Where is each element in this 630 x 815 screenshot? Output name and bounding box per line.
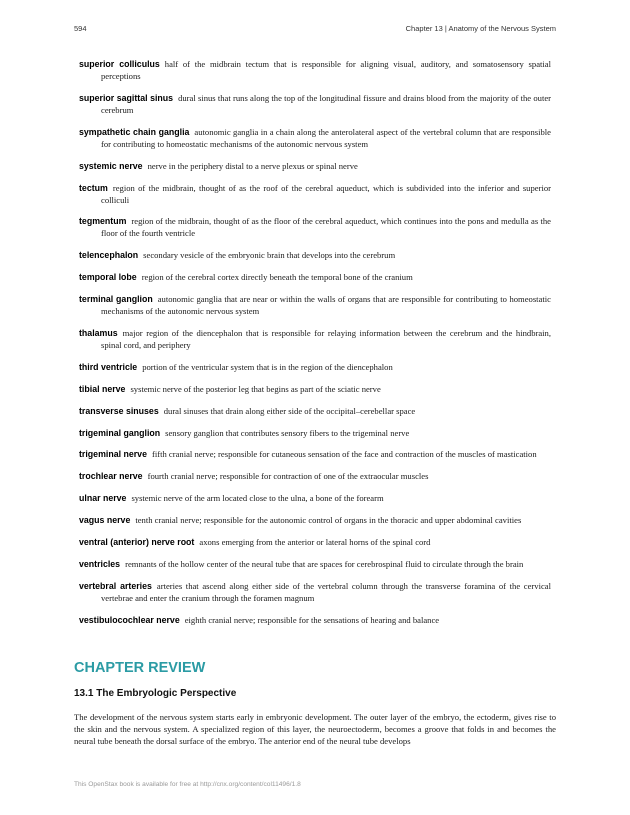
glossary-definition: dural sinuses that drain along either side of the occipital–cerebellar space [163,405,416,416]
glossary-term: trigeminal nerve [79,449,147,460]
glossary-entry [79,249,551,261]
glossary-entry [79,558,551,570]
chapter-title: Chapter 13 | Anatomy of the Nervous System [405,24,556,33]
glossary-entry [79,327,551,351]
glossary-entry [79,448,551,460]
glossary-entry [79,580,551,604]
glossary-definition: portion of the ventricular system that is in the region of the diencephalon [142,361,393,372]
glossary-entry [79,126,551,150]
glossary-term: tectum [79,182,108,193]
glossary-definition: major region of the diencephalon that is responsible for relaying information between the cerebrum and the hindbrain, spinal cord, and periphery [101,328,551,351]
glossary-entry [79,160,551,172]
glossary-term: trochlear nerve [79,471,143,482]
glossary-term: terminal ganglion [79,294,153,305]
page-number: 594 [74,24,87,33]
glossary-definition: dural sinus that runs along the top of the longitudinal fissure and drains blood from the majority of the outer cerebrum [101,92,552,115]
glossary-definition: eighth cranial nerve; responsible for the sensations of hearing and balance [184,614,440,625]
glossary-term: telencephalon [79,250,139,261]
glossary-entry [79,492,551,504]
glossary-entry [79,514,551,526]
glossary-entry [79,271,551,283]
glossary-term: trigeminal ganglion [79,427,161,438]
chapter-review-heading: CHAPTER REVIEW [74,660,206,676]
glossary-entry [79,58,551,82]
glossary-definition: region of the cerebral cortex directly beneath the temporal bone of the cranium [141,272,413,283]
glossary-entry [79,361,551,373]
glossary-term: superior colliculus [79,59,160,69]
glossary-term: tibial nerve [79,383,126,394]
glossary-term: vestibulocochlear nerve [79,614,180,625]
glossary-definition: arteries that ascend along either side of the vertebral column through the transverse foramina of the cervical vertebrae and enter the cranium through the foramen magnum [101,580,551,603]
glossary-term: transverse sinuses [79,405,159,416]
glossary-definition: autonomic ganglia that are near or within the walls of organs that are responsible for contributing to homeostatic mechanisms of the autonomic nervous system [101,294,551,317]
glossary-definition: systemic nerve of the posterior leg that begins as part of the sciatic nerve [130,383,381,394]
glossary-definition: remnants of the hollow center of the neural tube that are spaces for cerebrospinal fluid to circulate through the brain [125,558,524,569]
glossary-term: thalamus [79,328,118,339]
glossary-entry [79,383,551,395]
glossary-entry [79,405,551,417]
glossary-term: ulnar nerve [79,493,127,504]
glossary-definition: axons emerging from the anterior or lateral horns of the spinal cord [199,537,431,548]
glossary-definition: nerve in the periphery distal to a nerve plexus or spinal nerve [147,160,358,171]
glossary-definition: systemic nerve of the arm located close to the ulna, a bone of the forearm [131,493,384,504]
glossary-term: superior sagittal sinus [79,92,174,103]
glossary-definition: half of the midbrain tectum that is responsible for aligning visual, auditory, and somatosensory spatial perceptions [101,59,551,81]
section-summary: The development of the nervous system starts early in embryonic development. The outer layer of the embryo, the ectoderm, gives rise to the skin and the nervous system. A specialized region of this layer, the neuroectoderm, becomes a groove that folds in and becomes the neural tube beneath the dorsal surface of the embryo. The anterior end of the neural tube develops [74,712,556,746]
glossary-definition: region of the midbrain, thought of as the roof of the cerebral aqueduct, which is subdivided into the inferior and superior colliculi [101,182,551,205]
glossary-term: sympathetic chain ganglia [79,126,190,137]
glossary-term: systemic nerve [79,160,143,171]
glossary-entry [79,614,551,626]
glossary-entry [79,293,551,317]
glossary-definition: autonomic ganglia in a chain along the anterolateral aspect of the vertebral column that are responsible for contributing to homeostatic mechanisms of the autonomic nervous system [101,126,551,149]
glossary-term: ventricles [79,558,121,569]
glossary-entry [79,536,551,548]
glossary-term: third ventricle [79,361,138,372]
glossary-entry [79,470,551,482]
glossary-entry [79,215,551,239]
glossary-entry [79,427,551,439]
glossary-term: ventral (anterior) nerve root [79,537,195,548]
section-heading: 13.1 The Embryologic Perspective [74,688,237,699]
glossary-definition: fourth cranial nerve; responsible for contraction of one of the extraocular muscles [147,471,429,482]
glossary-term: temporal lobe [79,272,137,283]
glossary-list [79,58,551,636]
glossary-entry [79,92,551,116]
glossary-entry [79,182,551,206]
glossary-definition: secondary vesicle of the embryonic brain that develops into the cerebrum [143,250,396,261]
glossary-definition: sensory ganglion that contributes sensory fibers to the trigeminal nerve [165,427,410,438]
glossary-term: vagus nerve [79,515,131,526]
glossary-definition: fifth cranial nerve; responsible for cutaneous sensation of the face and contraction of the muscles of mastication [151,449,537,460]
page-footer: This OpenStax book is available for free at http://cnx.org/content/col11496/1.8 [74,781,301,788]
glossary-definition: tenth cranial nerve; responsible for the autonomic control of organs in the thoracic and upper abdominal cavities [135,515,522,526]
glossary-term: vertebral arteries [79,580,152,591]
glossary-definition: region of the midbrain, thought of as the floor of the cerebral aqueduct, which continues into the pons and medulla as the floor of the fourth ventricle [101,216,551,239]
glossary-term: tegmentum [79,216,127,227]
